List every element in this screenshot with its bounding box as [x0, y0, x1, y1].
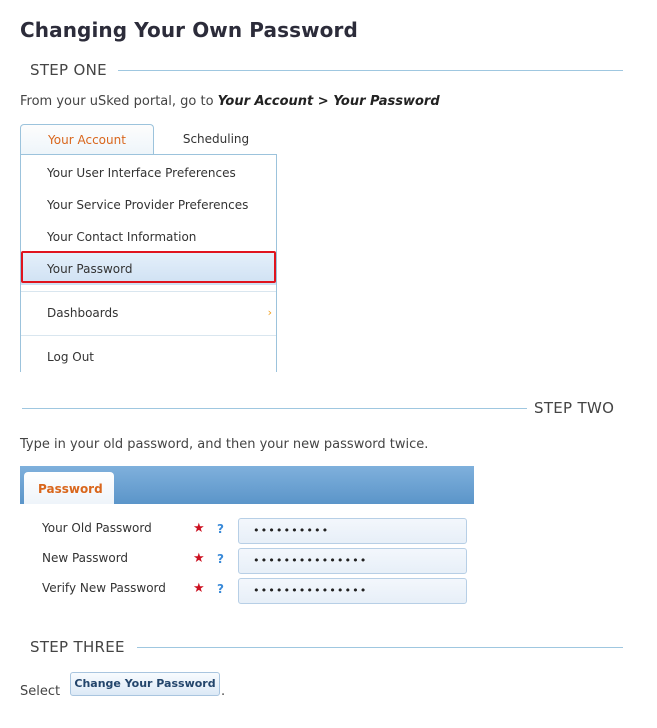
menu-item-ui-preferences[interactable]: Your User Interface Preferences: [47, 166, 236, 180]
menu-item-dashboards-label: Dashboards: [47, 306, 119, 320]
tab-password[interactable]: Password: [24, 472, 114, 504]
verify-password-label: Verify New Password: [42, 581, 166, 595]
step-one-instructions: [20, 94, 440, 109]
step-three-label: STEP THREE: [30, 638, 125, 656]
step-two-instructions: Type in your old password, and then your new password twice.: [20, 437, 429, 452]
question-icon[interactable]: ?: [217, 582, 224, 596]
highlight-box: [21, 251, 276, 283]
step-three-divider: [137, 647, 623, 648]
old-password-label: Your Old Password: [42, 521, 152, 535]
menu-item-your-password[interactable]: Your Password: [21, 253, 276, 285]
menu-divider: [21, 335, 276, 336]
step-three-period: .: [221, 684, 226, 699]
tab-your-account[interactable]: Your Account: [20, 124, 154, 154]
step-two-label: STEP TWO: [534, 399, 615, 417]
step-one-label: STEP ONE: [30, 61, 107, 79]
page-title: Changing Your Own Password: [20, 18, 358, 42]
step-one-text: From your uSked portal, go to: [20, 94, 218, 109]
step-three-select-text: Select: [20, 684, 61, 699]
step-two-divider: [22, 408, 527, 409]
menu-item-contact-information[interactable]: Your Contact Information: [47, 230, 197, 244]
menu-item-service-provider-preferences[interactable]: Your Service Provider Preferences: [47, 198, 249, 212]
change-password-button[interactable]: Change Your Password: [70, 672, 220, 696]
question-icon[interactable]: ?: [217, 552, 224, 566]
star-icon: ★: [193, 551, 205, 566]
star-icon: ★: [193, 581, 205, 596]
tab-scheduling[interactable]: Scheduling: [182, 132, 250, 146]
step-one-path: Your Account > Your Password: [217, 94, 440, 109]
menu-item-dashboards[interactable]: [21, 297, 276, 329]
chevron-right-icon: ›: [267, 306, 272, 319]
menu-divider: [21, 291, 276, 292]
star-icon: ★: [193, 521, 205, 536]
new-password-field[interactable]: •••••••••••••••: [238, 548, 467, 574]
old-password-field[interactable]: ••••••••••: [238, 518, 467, 544]
menu-item-log-out[interactable]: Log Out: [47, 350, 95, 364]
verify-password-field[interactable]: •••••••••••••••: [238, 578, 467, 604]
new-password-label: New Password: [42, 551, 129, 565]
question-icon[interactable]: ?: [217, 522, 224, 536]
step-one-divider: [118, 70, 623, 71]
